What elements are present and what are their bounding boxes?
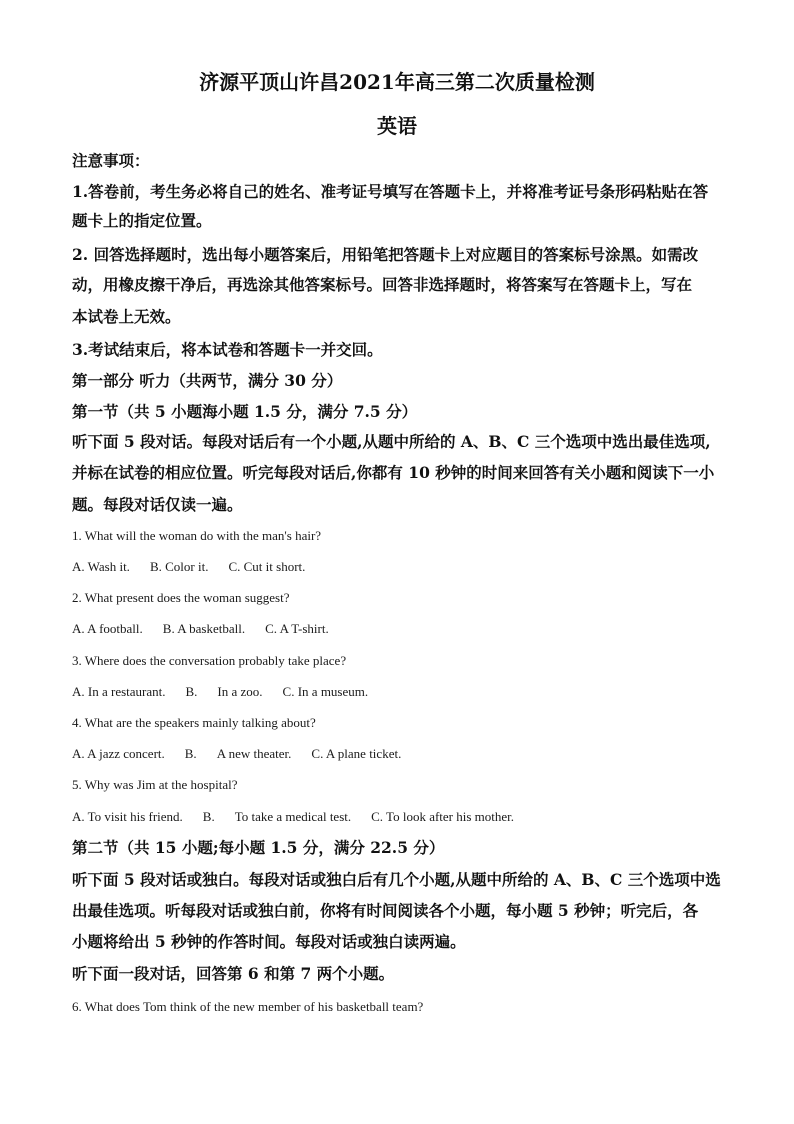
option-b-text: To take a medical test.	[234, 809, 352, 824]
notes-line: 3.考试结束后，将本试卷和答题卡一并交回。	[72, 340, 383, 359]
exam-subject: 英语	[377, 114, 417, 138]
option-c: C. Cut it short.	[228, 559, 306, 574]
instruction-line: 小题将给出 5 秒钟的作答时间。每段对话或独白读两遍。	[72, 932, 466, 951]
exam-title: 济源平顶山许昌2021年高三第二次质量检测	[199, 70, 595, 94]
question-1-text: 1. What will the woman do with the man's hair?	[72, 528, 322, 543]
notes-heading: 注意事项：	[72, 151, 150, 170]
option-c: C. A T-shirt.	[265, 621, 329, 636]
option-c: C. To look after his mother.	[371, 809, 515, 824]
option-a: A. Wash it.	[72, 559, 130, 574]
option-a: A. In a restaurant.	[72, 684, 166, 699]
option-b-label: B.	[202, 809, 215, 824]
option-b: B. A basketball.	[162, 621, 246, 636]
section2-subinstruction: 听下面一段对话，回答第 6 和第 7 两个小题。	[72, 964, 395, 983]
option-b-text: In a zoo.	[217, 684, 263, 699]
question-3-text: 3. Where does the conversation probably take place?	[72, 653, 347, 668]
option-a: A. A football.	[72, 621, 143, 636]
notes-line: 本试卷上无效。	[72, 307, 181, 326]
option-a: A. To visit his friend.	[72, 809, 183, 824]
section2-heading: 第二节（共 15 小题;每小题 1.5 分，满分 22.5 分）	[72, 838, 445, 857]
option-b: B. Color it.	[149, 559, 209, 574]
option-c: C. A plane ticket.	[311, 746, 402, 761]
section1-heading: 第一节（共 5 小题海小题 1.5 分，满分 7.5 分）	[72, 402, 418, 421]
notes-line: 1.答卷前，考生务必将自己的姓名、准考证号填写在答题卡上，并将准考证号条形码粘贴在答	[72, 182, 709, 201]
option-c: C. In a museum.	[282, 684, 369, 699]
question-4-options	[72, 746, 401, 762]
instruction-line: 并标在试卷的相应位置。听完每段对话后,你都有 10 秒钟的时间来回答有关小题和阅读下一小	[72, 463, 715, 482]
question-2-options	[72, 621, 329, 637]
question-3-options	[72, 684, 368, 700]
question-5-options	[72, 809, 514, 825]
question-6-text: 6. What does Tom think of the new member of his basketball team?	[72, 999, 424, 1014]
option-a: A. A jazz concert.	[72, 746, 165, 761]
instruction-line: 听下面 5 段对话或独白。每段对话或独白后有几个小题,从题中所给的 A、B、C 三个选项中选	[72, 870, 721, 889]
notes-line: 题卡上的指定位置。	[72, 211, 212, 230]
instruction-line: 题。每段对话仅读一遍。	[72, 495, 243, 514]
part1-heading: 第一部分 听力（共两节，满分 30 分）	[72, 371, 343, 390]
question-1-options	[72, 559, 305, 575]
notes-line: 动，用橡皮擦干净后，再选涂其他答案标号。回答非选择题时，将答案写在答题卡上，写在	[72, 275, 693, 294]
option-b-label: B.	[185, 684, 198, 699]
notes-line: 2. 回答选择题时，选出每小题答案后，用铅笔把答题卡上对应题目的答案标号涂黑。如需改	[72, 245, 699, 264]
option-b-label: B.	[184, 746, 197, 761]
instruction-line: 出最佳选项。听每段对话或独白前，你将有时间阅读各个小题，每小题 5 秒钟；听完后，各	[72, 901, 699, 920]
instruction-line: 听下面 5 段对话。每段对话后有一个小题,从题中所给的 A、B、C 三个选项中选出最佳选项,	[72, 432, 711, 451]
question-4-text: 4. What are the speakers mainly talking about?	[72, 715, 316, 730]
question-5-text: 5. Why was Jim at the hospital?	[72, 777, 238, 792]
question-2-text: 2. What present does the woman suggest?	[72, 590, 290, 605]
option-b-text: A new theater.	[216, 746, 292, 761]
